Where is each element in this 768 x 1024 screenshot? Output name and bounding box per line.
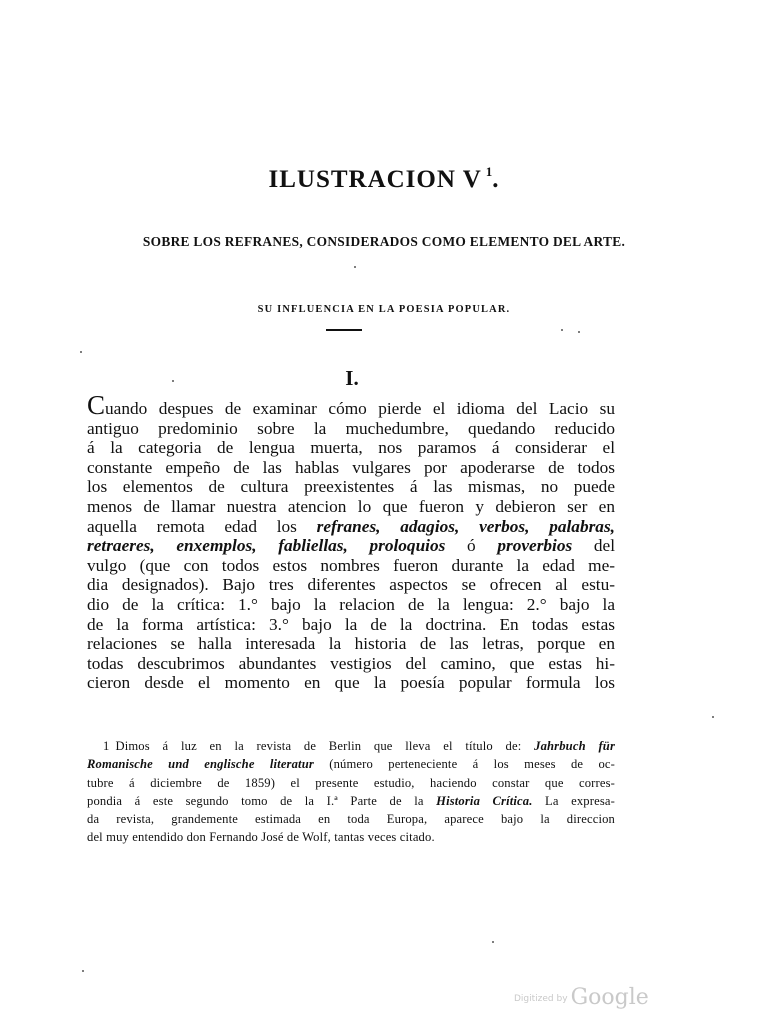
- footnote-mark: 1: [103, 739, 110, 753]
- body-line: vulgo (que con todos estos nombres fueron durante la edad me-: [87, 555, 615, 575]
- scan-speck: [82, 970, 84, 972]
- google-logo: Google: [570, 985, 649, 1010]
- italic-term: adagios,: [400, 516, 460, 536]
- body-line: de la forma artística: 3.° bajo la de la doctrina. En todas estas: [87, 614, 615, 634]
- body-line: relaciones se halla interesada la historia de las letras, porque en: [87, 634, 615, 654]
- body-line: cieron desde el momento en que la poesía popular formula los: [87, 673, 615, 693]
- footnote-line: tubre á diciembre de 1859) el presente estudio, haciendo constar que corres-: [87, 775, 615, 790]
- footnote-line: del muy entendido don Fernando José de Wolf, tantas veces citado.: [87, 830, 435, 845]
- body-line: constante empeño de las hablas vulgares por apoderarse de todos: [87, 457, 615, 477]
- body-line: antiguo predominio sobre la muchedumbre, quedando reducido: [87, 418, 615, 438]
- footnote: [87, 737, 615, 847]
- italic-term: Romanische und englische literatur: [87, 757, 314, 772]
- italic-term: refranes,: [316, 516, 381, 536]
- footnote-line: pondia á este segundo tomo de la I.ª Parte de la Historia Crítica. La expresa-: [87, 793, 615, 808]
- italic-term: fabliellas,: [278, 536, 348, 556]
- body-paragraph: [87, 390, 616, 693]
- footnote-reference: 1: [485, 164, 493, 179]
- body-line: dia designados). Bajo tres diferentes aspectos se ofrecen al estu-: [87, 575, 615, 595]
- section-divider: [326, 329, 362, 331]
- footnote-line: 1 Dimos á luz en la revista de Berlin que lleva el título de: Jahrbuch für: [103, 739, 615, 753]
- scan-speck: [561, 329, 563, 331]
- body-line: retraeres, enxemplos, fabliellas, proloquios ó proverbios del: [87, 536, 616, 556]
- body-line: menos de llamar nuestra atencion lo que fueron y debieron ser en: [87, 496, 615, 516]
- drop-cap: C: [87, 390, 106, 420]
- italic-term: Jahrbuch für: [534, 739, 615, 753]
- italic-term: proverbios: [497, 536, 573, 556]
- footnote-line: da revista, grandemente estimada en toda Europa, aparece bajo la direccion: [87, 812, 615, 827]
- italic-term: Historia Crítica.: [436, 793, 533, 808]
- digitized-watermark: Digitized by Google: [514, 985, 649, 1010]
- scan-speck: [492, 941, 494, 943]
- chapter-title: ILUSTRACION V $^1$.: [268, 164, 500, 193]
- italic-term: enxemplos,: [176, 536, 257, 556]
- body-line: los elementos de cultura preexistentes á las mismas, no puede: [87, 477, 615, 497]
- italic-term: proloquios: [369, 536, 446, 556]
- chapter-subtitle: SOBRE LOS REFRANES, CONSIDERADOS COMO ELEMENTO DEL ARTE.: [142, 234, 626, 249]
- italic-term: palabras,: [549, 516, 615, 536]
- scan-speck: [578, 331, 580, 333]
- body-line: todas descubrimos abundantes vestigios del camino, que estas hi-: [87, 653, 615, 673]
- scan-speck: [80, 351, 82, 353]
- scan-speck: [354, 266, 356, 268]
- body-line: Cuando despues de examinar cómo pierde el idioma del Lacio su: [87, 390, 615, 420]
- body-line: aquella remota edad los refranes, adagios, verbos, palabras,: [87, 516, 615, 536]
- section-number: I.: [345, 366, 359, 390]
- body-line: á la categoria de lengua muerta, nos paramos á considerar el: [87, 438, 615, 458]
- italic-term: retraeres,: [87, 536, 155, 556]
- italic-term: verbos,: [479, 516, 530, 536]
- scan-speck: [712, 716, 714, 718]
- chapter-subsubtitle: SU INFLUENCIA EN LA POESIA POPULAR.: [257, 304, 511, 315]
- scan-speck: [172, 380, 174, 382]
- footnote-line: Romanische und englische literatur (número perteneciente á los meses de oc-: [87, 757, 615, 772]
- body-line: dio de la crítica: 1.° bajo la relacion de la lengua: 2.° bajo la: [87, 594, 615, 614]
